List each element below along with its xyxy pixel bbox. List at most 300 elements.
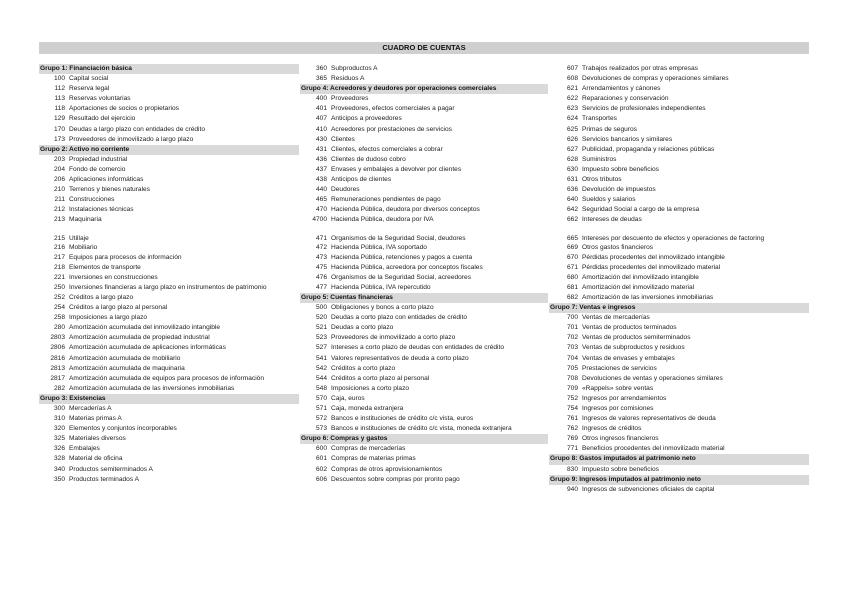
account-row	[39, 185, 299, 195]
account-row	[549, 323, 809, 333]
account-code: 430	[315, 135, 327, 143]
account-description: Proveedores de inmovilizado a largo plazo	[69, 135, 194, 143]
account-row	[300, 475, 548, 485]
account-code: 708	[566, 374, 578, 382]
account-code: 320	[53, 425, 65, 433]
account-description: Maquinaria	[69, 216, 102, 224]
account-code: 630	[566, 165, 578, 173]
account-code: 752	[566, 394, 578, 402]
account-row	[549, 114, 809, 124]
account-description: Materiales diversos	[69, 435, 126, 443]
account-description: Residuos A	[331, 75, 365, 83]
account-description: Sueldos y salarios	[582, 196, 636, 204]
account-code: 682	[566, 293, 578, 301]
account-description: Pérdidas procedentes del inmovilizado intangible	[582, 253, 725, 261]
account-row	[39, 155, 299, 165]
account-row	[300, 175, 548, 185]
account-row	[300, 404, 548, 414]
account-code: 471	[315, 234, 327, 242]
account-row	[39, 313, 299, 323]
account-row	[39, 273, 299, 283]
account-code: 2817	[50, 374, 65, 382]
account-code: 118	[54, 105, 65, 113]
account-code: 573	[315, 425, 327, 433]
account-code: 702	[566, 334, 578, 342]
account-code: 254	[53, 304, 65, 312]
account-row	[300, 454, 548, 464]
account-description: Ingresos por arrendamientos	[582, 394, 667, 402]
account-description: Suministros	[582, 155, 617, 163]
account-code: 762	[566, 425, 578, 433]
account-code: 709	[566, 384, 578, 392]
account-description: Hacienda Pública, deudora por diversos conceptos	[331, 206, 480, 214]
account-row	[549, 293, 809, 303]
account-row	[300, 364, 548, 374]
account-description: Publicidad, propaganda y relaciones públicas	[582, 145, 715, 153]
group-header: Grupo 3: Existencias	[39, 394, 299, 404]
account-description: Reservas voluntarias	[69, 95, 131, 103]
account-code: 705	[566, 364, 578, 372]
account-row	[549, 135, 809, 145]
account-row	[39, 465, 299, 475]
account-code: 601	[315, 455, 327, 463]
account-code: 701	[566, 324, 578, 332]
account-description: Instalaciones técnicas	[69, 206, 134, 214]
account-row	[549, 333, 809, 343]
account-description: «Rappels» sobre ventas	[582, 384, 654, 392]
account-description: Anticipos a proveedores	[331, 115, 402, 123]
account-row	[549, 404, 809, 414]
account-description: Amortización acumulada de propiedad industrial	[69, 334, 210, 342]
account-code: 113	[54, 95, 65, 103]
account-description: Clientes, efectos comerciales a cobrar	[331, 145, 443, 153]
account-code: 621	[566, 85, 578, 93]
account-row	[549, 434, 809, 444]
account-row	[300, 424, 548, 434]
account-row	[39, 125, 299, 135]
account-row	[549, 253, 809, 263]
account-row	[39, 454, 299, 464]
account-row	[549, 364, 809, 374]
account-description: Otros gastos financieros	[582, 243, 654, 251]
account-description: Proveedores, efectos comerciales a pagar	[331, 105, 455, 113]
account-row	[300, 414, 548, 424]
account-row	[300, 465, 548, 475]
account-row	[300, 145, 548, 155]
account-code: 542	[315, 364, 327, 372]
group-header: Grupo 5: Cuentas financieras	[300, 293, 548, 303]
account-code: 407	[315, 115, 327, 123]
account-description: Amortización acumulada de mobiliario	[69, 354, 181, 362]
account-description: Elementos y conjuntos incorporables	[69, 425, 177, 433]
account-description: Créditos a largo plazo al personal	[69, 304, 168, 312]
account-row	[549, 465, 809, 475]
accounts-column-2	[300, 64, 548, 485]
account-code: 473	[315, 253, 327, 261]
account-code: 754	[566, 405, 578, 412]
account-description: Organismos de la Seguridad Social, deudores	[331, 234, 466, 242]
account-row	[39, 175, 299, 185]
account-code: 520	[315, 314, 327, 322]
account-description: Inversiones financieras a largo plazo en instrumentos de patrimonio	[69, 283, 267, 291]
account-row	[549, 394, 809, 404]
account-description: Hacienda Pública, retenciones y pagos a cuenta	[331, 253, 473, 261]
account-row	[549, 424, 809, 434]
accounts-column-1	[39, 64, 299, 485]
account-code: 310	[53, 415, 65, 423]
account-row	[39, 404, 299, 414]
account-row	[549, 175, 809, 185]
account-description: Inversiones en construcciones	[69, 273, 158, 281]
account-description: Prestaciones de servicios	[582, 364, 657, 372]
account-code: 628	[566, 155, 578, 163]
account-description: Primas de seguros	[582, 125, 637, 133]
account-row	[300, 243, 548, 253]
account-description: Imposiciones a corto plazo	[331, 384, 410, 392]
account-row	[549, 185, 809, 195]
account-code: 571	[315, 405, 327, 412]
account-code: 624	[566, 115, 578, 123]
account-description: Terrenos y bienes naturales	[69, 186, 151, 194]
account-description: Aportaciones de socios o propietarios	[69, 105, 179, 113]
account-description: Imposiciones a largo plazo	[69, 314, 148, 322]
account-description: Ventas de productos semiterminados	[582, 334, 691, 342]
account-code: 521	[315, 324, 327, 332]
account-row	[549, 414, 809, 424]
account-description: Deudas a corto plazo	[331, 324, 394, 332]
account-row	[39, 205, 299, 215]
account-code: 608	[566, 75, 578, 83]
account-description: Seguridad Social a cargo de la empresa	[582, 206, 700, 214]
account-code: 129	[53, 115, 65, 123]
account-description: Amortización del inmovilizado material	[582, 283, 695, 291]
account-row	[549, 145, 809, 155]
account-description: Aplicaciones informáticas	[69, 176, 144, 184]
account-row	[39, 226, 299, 243]
account-description: Compras de mercaderías	[331, 445, 406, 453]
account-description: Impuesto sobre beneficios	[582, 165, 659, 173]
account-code: 761	[566, 415, 578, 423]
group-header: Grupo 6: Compras y gastos	[300, 434, 548, 444]
account-description: Utillaje	[69, 234, 89, 242]
account-description: Capital social	[69, 75, 109, 83]
account-row	[300, 104, 548, 114]
account-row	[39, 354, 299, 364]
account-description: Compras de otros aprovisionamientos	[331, 465, 443, 473]
account-code: 440	[315, 186, 327, 194]
account-code: 210	[53, 186, 65, 194]
account-row	[300, 64, 548, 74]
account-description: Anticipos de clientes	[331, 176, 392, 184]
account-row	[300, 94, 548, 104]
account-code: 170	[53, 125, 65, 133]
account-description: Pérdidas procedentes del inmovilizado material	[582, 263, 721, 271]
account-row	[300, 226, 548, 243]
account-description: Valores representativos de deuda a corto plazo	[331, 354, 469, 362]
account-code: 401	[315, 105, 327, 113]
account-code: 640	[566, 196, 578, 204]
group-header: Grupo 1: Financiación básica	[39, 64, 299, 74]
account-code: 830	[566, 465, 578, 473]
account-row	[300, 283, 548, 293]
account-description: Servicios bancarios y similares	[582, 135, 673, 143]
account-description: Proveedores de inmovilizado a corto plazo	[331, 334, 456, 342]
account-description: Descuentos sobre compras por pronto pago	[331, 475, 460, 483]
accounts-column-3	[549, 64, 809, 495]
account-row	[39, 165, 299, 175]
account-description: Créditos a largo plazo	[69, 293, 134, 301]
account-row	[39, 475, 299, 485]
account-description: Envases y embalajes a devolver por clientes	[331, 165, 462, 173]
account-row	[549, 64, 809, 74]
group-header: Grupo 7: Ventas e ingresos	[549, 303, 809, 313]
account-row	[549, 263, 809, 273]
account-description: Ingresos de valores representativos de deuda	[582, 415, 716, 423]
account-description: Intereses por descuento de efectos y operaciones de factoring	[582, 234, 765, 242]
account-row	[300, 343, 548, 353]
account-code: 681	[566, 283, 578, 291]
account-description: Hacienda Pública, IVA repercutido	[331, 283, 431, 291]
account-code: 470	[315, 206, 327, 214]
account-code: 204	[53, 165, 65, 173]
account-row	[39, 283, 299, 293]
account-description: Arrendamientos y cánones	[582, 85, 661, 93]
account-row	[39, 434, 299, 444]
group-header: Grupo 2: Activo no corriente	[39, 145, 299, 155]
account-description: Trabajos realizados por otras empresas	[582, 65, 698, 72]
account-description: Material de oficina	[69, 455, 123, 463]
account-row	[300, 374, 548, 384]
account-code: 326	[53, 445, 65, 453]
account-code: 215	[53, 234, 65, 242]
account-row	[549, 74, 809, 84]
account-row	[39, 323, 299, 333]
account-code: 2813	[50, 364, 65, 372]
account-code: 328	[53, 455, 65, 463]
account-row	[549, 384, 809, 394]
account-description: Ingresos por comisiones	[582, 405, 654, 412]
account-code: 544	[315, 374, 327, 382]
account-row	[549, 205, 809, 215]
account-code: 410	[315, 125, 327, 133]
account-row	[39, 135, 299, 145]
account-description: Reserva legal	[69, 85, 110, 93]
account-row	[549, 125, 809, 135]
account-description: Hacienda Pública, IVA soportado	[331, 243, 427, 251]
account-row	[300, 273, 548, 283]
account-code: 602	[315, 465, 327, 473]
account-description: Ventas de subproductos y residuos	[582, 344, 685, 352]
account-row	[549, 165, 809, 175]
account-row	[549, 343, 809, 353]
account-code: 703	[566, 344, 578, 352]
account-code: 112	[54, 85, 65, 93]
account-description: Mobiliario	[69, 243, 98, 251]
account-code: 527	[315, 344, 327, 352]
account-code: 360	[315, 65, 327, 72]
account-description: Deudas a corto plazo con entidades de crédito	[331, 314, 467, 322]
account-description: Amortización acumulada de aplicaciones informáticas	[69, 344, 226, 352]
account-row	[549, 273, 809, 283]
account-description: Productos terminados A	[69, 475, 140, 483]
account-description: Clientes de dudoso cobro	[331, 155, 406, 163]
account-description: Propiedad industrial	[69, 155, 128, 163]
account-code: 173	[53, 135, 65, 143]
account-code: 350	[53, 475, 65, 483]
account-description: Otros ingresos financieros	[582, 435, 659, 443]
account-code: 203	[53, 155, 65, 163]
account-description: Beneficios procedentes del inmovilizado material	[582, 445, 725, 453]
account-code: 625	[566, 125, 578, 133]
account-row	[549, 354, 809, 364]
account-description: Obligaciones y bonos a corto plazo	[331, 304, 434, 312]
account-row	[39, 84, 299, 94]
account-row	[549, 226, 809, 243]
account-description: Amortización de las inversiones inmobiliarias	[582, 293, 714, 301]
account-code: 465	[315, 196, 327, 204]
account-code: 100	[53, 75, 65, 83]
account-row	[300, 384, 548, 394]
account-row	[39, 195, 299, 205]
account-description: Amortización acumulada de las inversiones inmobiliarias	[69, 384, 235, 392]
account-description: Ventas de mercaderías	[582, 314, 650, 322]
account-row	[39, 384, 299, 394]
account-row	[39, 94, 299, 104]
account-description: Devoluciones de ventas y operaciones similares	[582, 374, 723, 382]
account-row	[39, 333, 299, 343]
account-description: Caja, moneda extranjera	[331, 405, 404, 412]
account-description: Resultado del ejercicio	[69, 115, 136, 123]
account-code: 704	[566, 354, 578, 362]
account-code: 622	[566, 95, 578, 103]
account-code: 431	[315, 145, 327, 153]
account-code: 940	[566, 485, 578, 493]
account-row	[39, 364, 299, 374]
account-description: Embalajes	[69, 445, 100, 453]
account-code: 665	[566, 234, 578, 242]
account-code: 212	[53, 206, 65, 214]
account-row	[549, 195, 809, 205]
account-code: 340	[53, 465, 65, 473]
account-code: 680	[566, 273, 578, 281]
account-code: 218	[53, 263, 65, 271]
account-code: 642	[566, 206, 578, 214]
account-code: 252	[53, 293, 65, 301]
account-code: 477	[315, 283, 327, 291]
account-description: Elementos de transporte	[69, 263, 141, 271]
account-code: 570	[315, 394, 327, 402]
account-code: 771	[566, 445, 578, 453]
account-row	[549, 485, 809, 495]
account-row	[549, 84, 809, 94]
account-row	[39, 243, 299, 253]
group-header: Grupo 4: Acreedores y deudores por operaciones comerciales	[300, 84, 548, 94]
account-row	[39, 303, 299, 313]
account-row	[39, 263, 299, 273]
account-code: 662	[566, 216, 578, 224]
account-code: 476	[315, 273, 327, 281]
account-description: Amortización del inmovilizado intangible	[582, 273, 699, 281]
account-code: 365	[315, 75, 327, 83]
account-description: Devolución de impuestos	[582, 186, 656, 194]
account-description: Caja, euros	[331, 394, 365, 402]
account-description: Clientes	[331, 135, 355, 143]
account-code: 325	[53, 435, 65, 443]
account-row	[300, 74, 548, 84]
account-row	[39, 215, 299, 225]
account-code: 436	[315, 155, 327, 163]
account-code: 472	[315, 243, 327, 251]
account-code: 282	[53, 384, 65, 392]
account-code: 211	[54, 196, 65, 204]
account-description: Créditos a corto plazo	[331, 364, 396, 372]
account-description: Servicios de profesionales independientes	[582, 105, 706, 113]
account-description: Reparaciones y conservación	[582, 95, 669, 103]
account-row	[300, 205, 548, 215]
account-description: Amortización acumulada del inmovilizado intangible	[69, 324, 221, 332]
account-code: 500	[315, 304, 327, 312]
account-row	[300, 135, 548, 145]
account-description: Devoluciones de compras y operaciones similares	[582, 75, 729, 83]
account-description: Construcciones	[69, 196, 115, 204]
account-description: Productos semiterminados A	[69, 465, 153, 473]
account-code: 627	[566, 145, 578, 153]
account-description: Otros tributos	[582, 176, 622, 184]
account-code: 438	[315, 176, 327, 184]
account-row	[549, 215, 809, 225]
account-description: Equipos para procesos de información	[69, 253, 182, 261]
account-row	[300, 354, 548, 364]
account-description: Hacienda Pública, acreedora por conceptos fiscales	[331, 263, 483, 271]
account-code: 217	[53, 253, 65, 261]
account-row	[300, 185, 548, 195]
account-code: 258	[53, 314, 65, 322]
account-row	[549, 444, 809, 454]
account-row	[549, 94, 809, 104]
account-code: 4700	[312, 216, 327, 224]
account-row	[300, 114, 548, 124]
account-row	[549, 313, 809, 323]
account-row	[39, 293, 299, 303]
account-code: 669	[566, 243, 578, 251]
account-code: 475	[315, 263, 327, 271]
account-code: 2803	[50, 334, 65, 342]
account-code: 216	[53, 243, 65, 251]
account-code: 623	[566, 105, 578, 113]
page-title: CUADRO DE CUENTAS	[39, 42, 809, 54]
account-code: 572	[315, 415, 327, 423]
group-header: Grupo 8: Gastos imputados al patrimonio neto	[549, 454, 809, 464]
account-description: Amortización acumulada de maquinaria	[69, 364, 185, 372]
account-code: 221	[53, 273, 65, 281]
account-row	[300, 165, 548, 175]
account-description: Remuneraciones pendientes de pago	[331, 196, 441, 204]
account-code: 671	[566, 263, 578, 271]
account-code: 541	[315, 354, 327, 362]
account-code: 400	[315, 95, 327, 103]
account-code: 606	[315, 475, 327, 483]
account-row	[549, 104, 809, 114]
account-row	[300, 333, 548, 343]
account-description: Ingresos de créditos	[582, 425, 642, 433]
account-description: Compras de materias primas	[331, 455, 416, 463]
account-code: 607	[566, 65, 578, 72]
account-code: 300	[53, 405, 65, 412]
account-description: Ventas de envases y embalajes	[582, 354, 675, 362]
account-row	[300, 125, 548, 135]
account-code: 2806	[50, 344, 65, 352]
account-description: Hacienda Pública, deudora por IVA	[331, 216, 434, 224]
